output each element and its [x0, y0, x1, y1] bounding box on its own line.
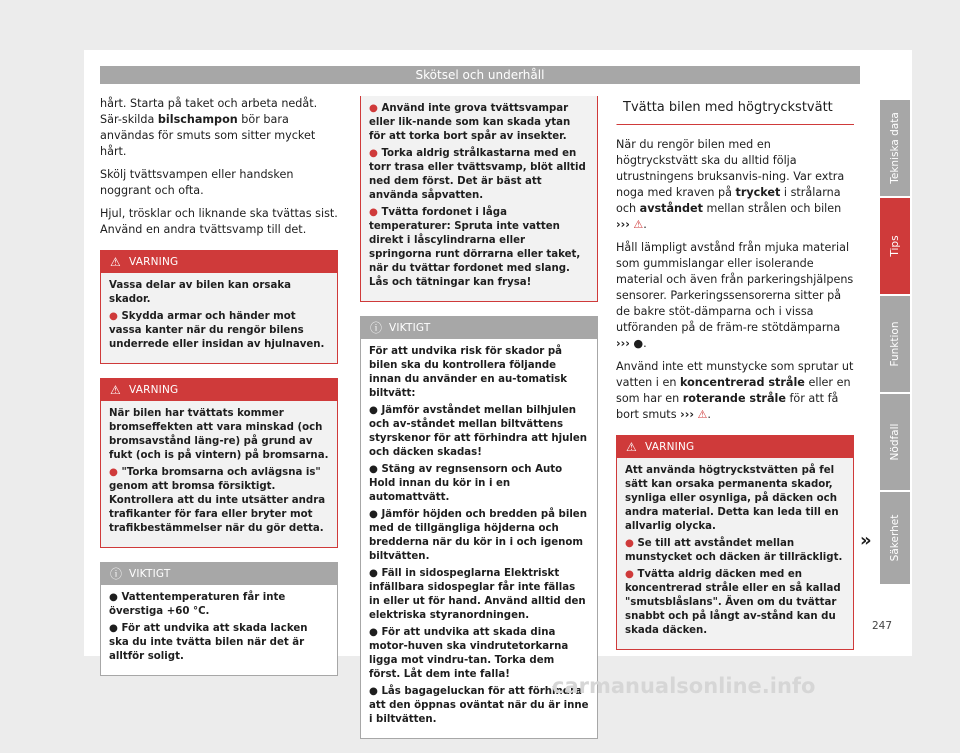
tab-nodfall[interactable]: Nödfall	[880, 394, 910, 490]
paragraph: När du rengör bilen med en högtryckstvätt ska du alltid följa utrustningens bruksanvis-ning. Var extra noga med kraven på trycket i strålarna och avståndet mellan strålen och bilen ››› ⚠.	[616, 138, 845, 231]
paragraph: hårt. Starta på taket och arbeta nedåt. Sär-skilda bilschampon bör bara användas för smuts som sitter mycket hårt.	[100, 97, 318, 158]
column-2	[360, 96, 598, 753]
paragraph: Håll lämpligt avstånd från mjuka material som gummislangar eller isolerande material och även från parkeringshjälpens sensorer. Parkeringssensorerna sitter på de bakre stöt-dämparna och i vissa utföranden på de främ-re stötdämparna ››› ●.	[616, 241, 854, 350]
continue-arrow: »	[860, 530, 872, 551]
warning-box-continued: ● Använd inte grova tvättsvampar eller lik-nande som kan skada ytan för att torka bort spår av insekter. ● Torka aldrig strålkastarna med en torr trasa eller tvättsvamp, blöt alltid ned dem först. Det är bäst att använda såpvatten. ● Tvätta fordonet i låga temperaturer: Spruta inte vatten direkt i låscylindrarna eller springorna runt dörrarna eller taket, när du tvättar fordonet med slang. Lås och tätningar kan frysa!	[360, 96, 598, 302]
warning-triangle-icon: ⚠	[697, 408, 708, 421]
warning-box: ⚠ VARNING Vassa delar av bilen kan orsaka skador. ● Skydda armar och händer mot vassa kanter när du rengör bilens underrede eller insidan av hjulnaven.	[100, 250, 338, 364]
info-circle-icon: ⓘ	[370, 321, 383, 335]
page-header: Skötsel och underhåll	[100, 66, 860, 84]
section-title: Tvätta bilen med högtryckstvätt	[616, 96, 854, 125]
page-number: 247	[872, 620, 893, 632]
footer-watermark: carmanualsonline.info	[552, 674, 816, 698]
info-circle-icon: ⓘ	[110, 567, 123, 581]
warning-triangle-icon: ⚠	[110, 383, 121, 397]
tab-tips[interactable]: Tips	[880, 198, 910, 294]
warning-box: ⚠ VARNING När bilen har tvättats kommer bromseffekten att vara minskad (och bromsavstånd läng-re) på grund av fukt (och is på vintern) på bromsarna. ● "Torka bromsarna och avlägsna is" genom att bromsa försiktigt. Kontrollera att du inte utsätter andra trafikanter för fara eller bryter mot trafikbestämmelser när du gör detta.	[100, 378, 338, 548]
paragraph: Hjul, trösklar och liknande ska tvättas sist. Använd en andra tvättsvamp till det.	[100, 207, 338, 236]
warning-box: ⚠ VARNING Att använda högtryckstvätten på fel sätt kan orsaka permanenta skador, synliga eller osynliga, på däcken och andra material. Detta kan leda till en allvarlig olycka. ● Se till att avståndet mellan munstycket och däcken är tillräckligt. ● Tvätta aldrig däcken med en koncentrerad stråle eller en så kallad "smutsblåslans". Även om du tvättar snabbt och på långt av-stånd kan du skada däcken.	[616, 435, 854, 650]
info-circle-icon: ●	[633, 337, 644, 350]
tab-sakerhet[interactable]: Säkerhet	[880, 492, 910, 584]
warning-triangle-icon: ⚠	[110, 255, 121, 269]
tab-tekniska-data[interactable]: Tekniska data	[880, 100, 910, 196]
warning-triangle-icon: ⚠	[626, 440, 637, 454]
paragraph: Skölj tvättsvampen eller handsken noggrant och ofta.	[100, 168, 294, 197]
paragraph: Använd inte ett munstycke som sprutar ut vatten i en koncentrerad stråle eller en som har en roterande stråle för att få bort smuts ››› ⚠.	[616, 360, 854, 421]
tab-funktion[interactable]: Funktion	[880, 296, 910, 392]
column-3	[616, 96, 854, 664]
notice-box: ⓘ VIKTIGT ● Vattentemperaturen får inte överstiga +60 °C. ● För att undvika att skada lacken ska du inte tvätta bilen när det är alltför soligt.	[100, 562, 338, 676]
warning-triangle-icon: ⚠	[633, 218, 644, 231]
column-1	[100, 96, 338, 690]
notice-box: ⓘ VIKTIGT För att undvika risk för skador på bilen ska du kontrollera följande innan du använder en au-tomatisk biltvätt: ● Jämför avståndet mellan bilhjulen och av-ståndet mellan biltvättens styrskenor för att förhindra att hjulen och däcken skadas! ● Stäng av regnsensorn och Auto Hold innan du kör in i en automattvätt. ● Jämför höjden och bredden på bilen med de tillgängliga höjderna och bredderna när du kör in i och igenom biltvätten. ● Fäll in sidospeglarna Elektriskt infällbara sidospeglar får inte fällas in eller ut för hand. Använd alltid den elektriska styranordningen. ● För att undvika att skada dina motor-huven ska vindrutetorkarna ligga mot vindru-tan. Torka dem först. Låt dem inte falla! ● Lås bagageluckan för att förhindra att den öppnas oväntat när du är inne i biltvätten.	[360, 316, 598, 739]
